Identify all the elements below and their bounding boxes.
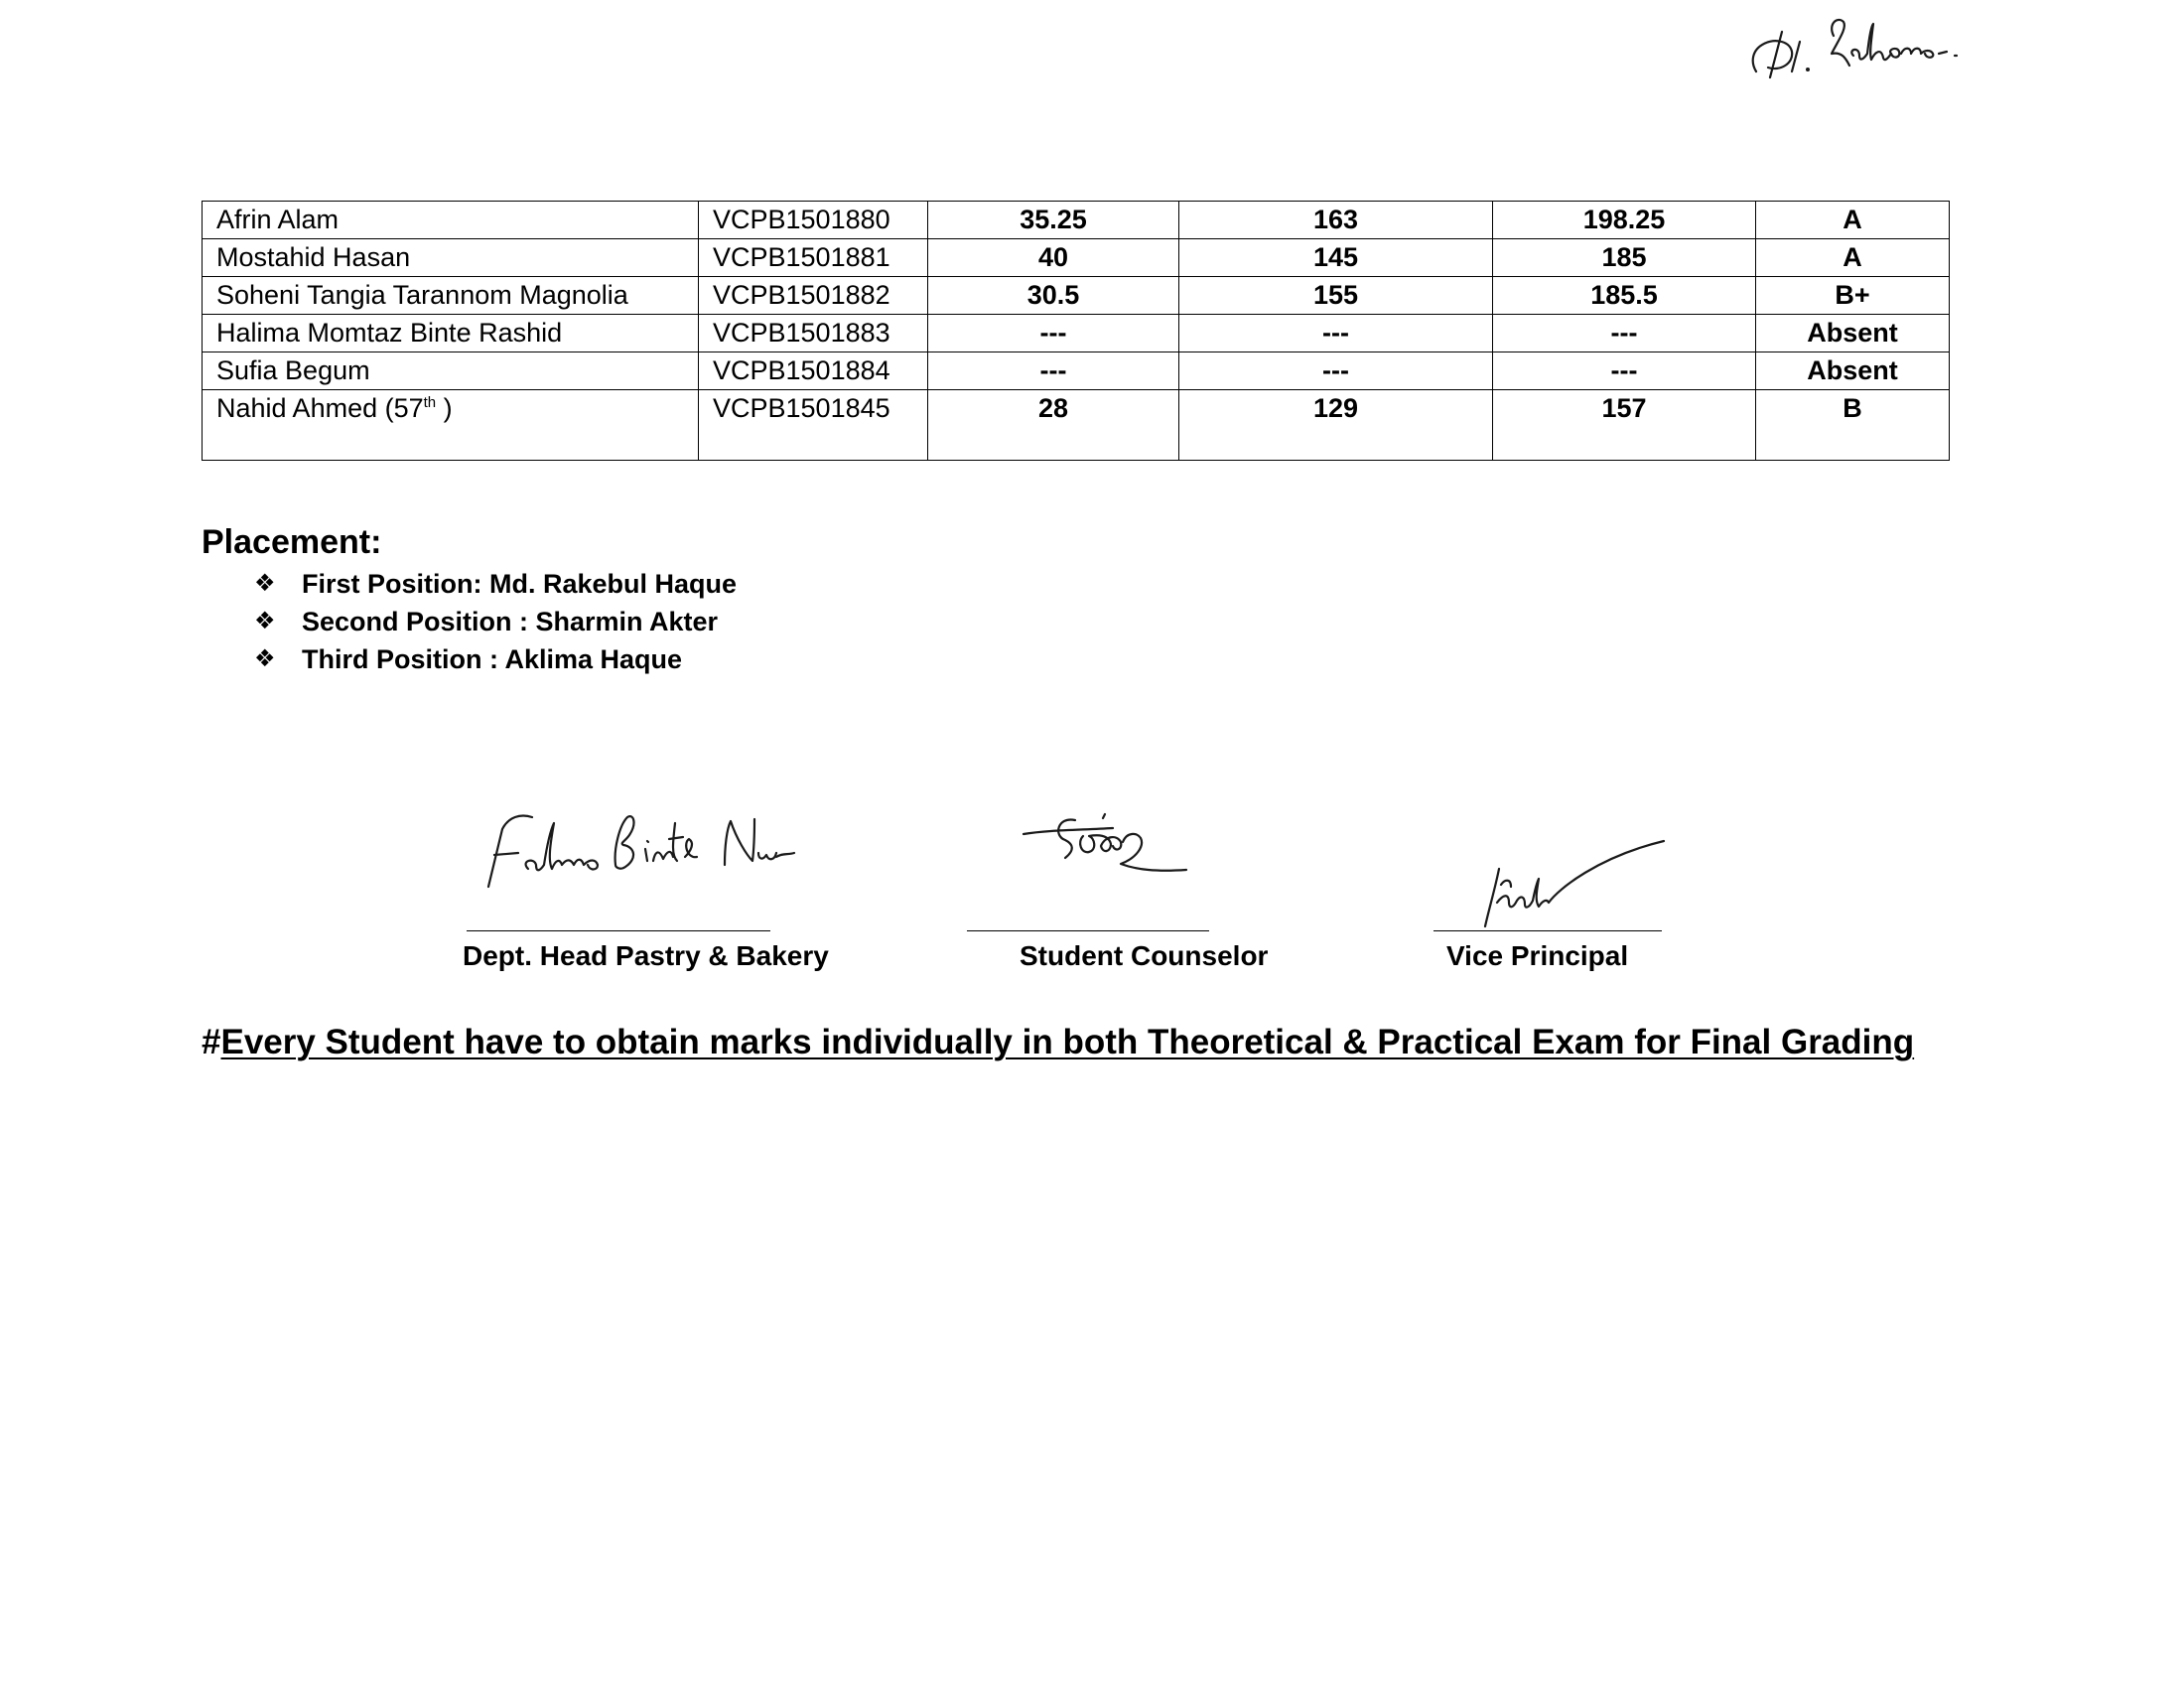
counselor-label: Student Counselor bbox=[1020, 940, 1269, 971]
list-item bbox=[254, 603, 737, 640]
total-score: 157 bbox=[1493, 390, 1756, 461]
student-id: VCPB1501880 bbox=[699, 202, 928, 239]
diamond-bullet-icon: ❖ bbox=[254, 608, 276, 634]
signature-line bbox=[467, 930, 770, 931]
score-2: --- bbox=[1179, 352, 1493, 390]
table-row bbox=[203, 352, 1950, 390]
student-name bbox=[203, 390, 699, 461]
score-1: --- bbox=[928, 315, 1179, 352]
note-text: Every Student have to obtain marks individually in both Theoretical & Practical Exam for Final Grading bbox=[220, 1023, 1915, 1061]
grade: B bbox=[1756, 390, 1950, 461]
grade: Absent bbox=[1756, 315, 1950, 352]
student-name: Soheni Tangia Tarannom Magnolia bbox=[203, 277, 699, 315]
score-2: --- bbox=[1179, 315, 1493, 352]
diamond-bullet-icon: ❖ bbox=[254, 570, 276, 597]
student-id: VCPB1501881 bbox=[699, 239, 928, 277]
placement-title: Placement: bbox=[202, 523, 382, 561]
score-1: 28 bbox=[928, 390, 1179, 461]
score-1: 40 bbox=[928, 239, 1179, 277]
total-score: --- bbox=[1493, 315, 1756, 352]
placement-text: Third Position : Aklima Haque bbox=[302, 644, 683, 674]
grade: A bbox=[1756, 202, 1950, 239]
vice-principal-signature bbox=[1469, 829, 1668, 938]
top-signature bbox=[1742, 6, 1980, 80]
placement-text: Second Position : Sharmin Akter bbox=[302, 607, 719, 636]
total-score: 198.25 bbox=[1493, 202, 1756, 239]
student-name: Mostahid Hasan bbox=[203, 239, 699, 277]
student-name: Afrin Alam bbox=[203, 202, 699, 239]
counselor-signature bbox=[1018, 806, 1196, 896]
grade: Absent bbox=[1756, 352, 1950, 390]
student-id: VCPB1501845 bbox=[699, 390, 928, 461]
grade: B+ bbox=[1756, 277, 1950, 315]
table-row bbox=[203, 277, 1950, 315]
student-name-text: Nahid Ahmed (57 bbox=[216, 393, 424, 423]
signature-line bbox=[1433, 930, 1662, 931]
student-name: Halima Momtaz Binte Rashid bbox=[203, 315, 699, 352]
table-row bbox=[203, 315, 1950, 352]
total-score: --- bbox=[1493, 352, 1756, 390]
note-prefix: # bbox=[202, 1023, 221, 1061]
dept-head-signature bbox=[459, 799, 806, 899]
score-1: 30.5 bbox=[928, 277, 1179, 315]
score-2: 155 bbox=[1179, 277, 1493, 315]
diamond-bullet-icon: ❖ bbox=[254, 645, 276, 672]
table-row bbox=[203, 390, 1950, 461]
student-name-suffix: ) bbox=[436, 393, 453, 423]
list-item bbox=[254, 640, 737, 678]
table-row bbox=[203, 239, 1950, 277]
student-name: Sufia Begum bbox=[203, 352, 699, 390]
list-item bbox=[254, 565, 737, 603]
score-2: 163 bbox=[1179, 202, 1493, 239]
placement-text: First Position: Md. Rakebul Haque bbox=[302, 569, 738, 599]
score-1: 35.25 bbox=[928, 202, 1179, 239]
table-row bbox=[203, 202, 1950, 239]
student-id: VCPB1501883 bbox=[699, 315, 928, 352]
total-score: 185.5 bbox=[1493, 277, 1756, 315]
student-id: VCPB1501882 bbox=[699, 277, 928, 315]
dept-head-label: Dept. Head Pastry & Bakery bbox=[463, 940, 829, 971]
placement-list bbox=[254, 565, 737, 678]
results-table bbox=[202, 201, 1950, 461]
vice-principal-label: Vice Principal bbox=[1446, 940, 1629, 971]
student-id: VCPB1501884 bbox=[699, 352, 928, 390]
score-2: 129 bbox=[1179, 390, 1493, 461]
score-2: 145 bbox=[1179, 239, 1493, 277]
total-score: 185 bbox=[1493, 239, 1756, 277]
ordinal-suffix: th bbox=[423, 394, 437, 411]
grade: A bbox=[1756, 239, 1950, 277]
score-1: --- bbox=[928, 352, 1179, 390]
signature-line bbox=[967, 930, 1209, 931]
grading-note bbox=[202, 1023, 1914, 1062]
